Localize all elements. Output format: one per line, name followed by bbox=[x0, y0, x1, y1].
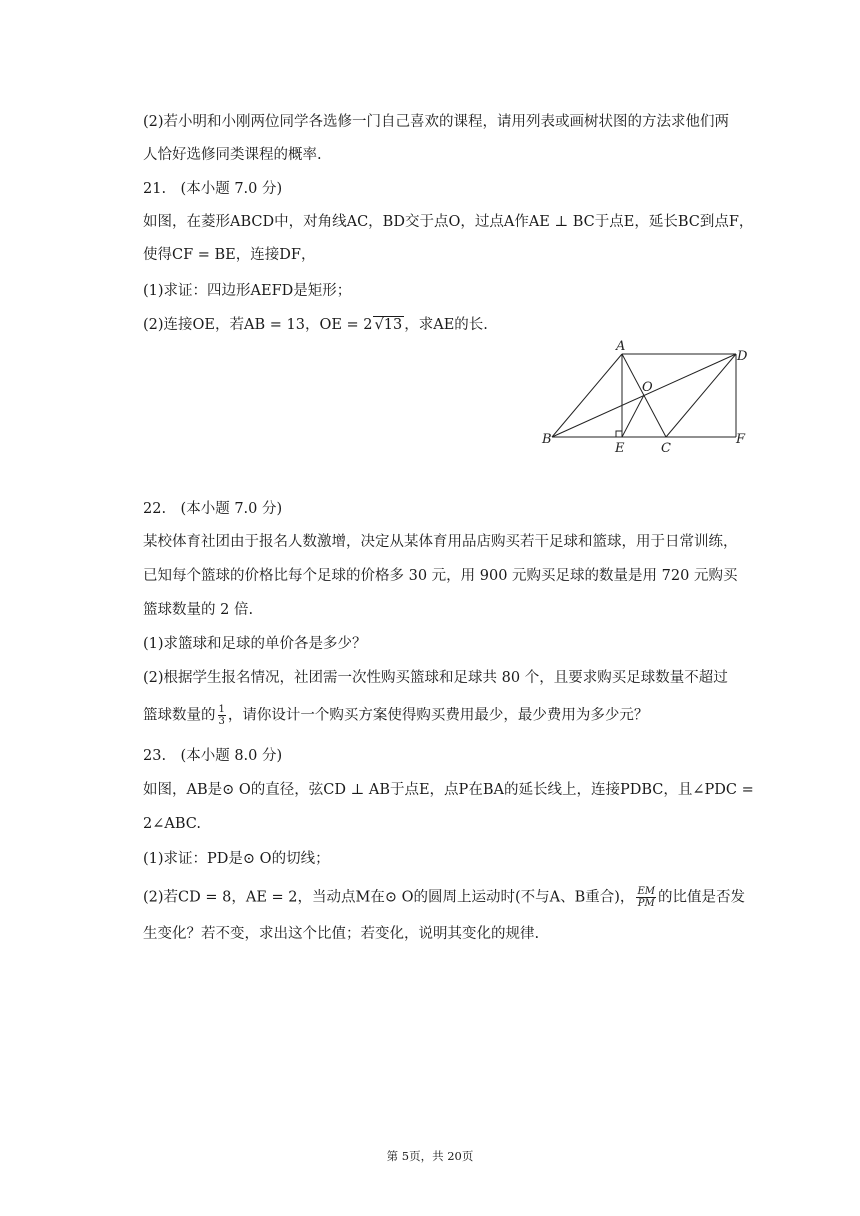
segment-cd bbox=[666, 354, 736, 437]
q22-stem-line1: 某校体育社团由于报名人数激增，决定从某体育用品店购买若干足球和篮球，用于日常训练， bbox=[143, 534, 738, 550]
label-f: F bbox=[736, 432, 746, 447]
segment-ab bbox=[552, 354, 622, 437]
q21-part2-post: ，求AE的长. bbox=[404, 317, 488, 333]
q21-header: 21. (本小题 7.0 分) bbox=[143, 181, 283, 197]
label-c: C bbox=[661, 441, 671, 456]
label-e: E bbox=[615, 441, 625, 456]
q21-stem-line2: 使得CF = BE，连接DF， bbox=[143, 247, 316, 263]
fraction-one-third bbox=[218, 704, 226, 727]
q22-part1: (1)求篮球和足球的单价各是多少？ bbox=[143, 636, 367, 652]
q23-part2-pre: (2)若CD = 8，AE = 2，当动点M在⊙ O的圆周上运动时(不与A、B重合)， bbox=[143, 889, 635, 906]
q23-part2-line1 bbox=[143, 886, 753, 909]
q23-part2-post: 的比值是否发 bbox=[657, 889, 745, 906]
q21-stem-line1: 如图，在菱形ABCD中，对角线AC，BD交于点O，过点A作AE ⊥ BC于点E，延长BC到点F， bbox=[143, 214, 754, 230]
fraction-em-pm bbox=[636, 886, 656, 909]
q20-part2-line2: 人恰好选修同类课程的概率. bbox=[143, 147, 322, 163]
sqrt-radicand: 13 bbox=[383, 317, 403, 333]
q23-stem-line2: 2∠ABC. bbox=[143, 816, 201, 832]
q20-part2-line1: (2)若小明和小刚两位同学各选修一门自己喜欢的课程，请用列表或画树状图的方法求他们两 bbox=[143, 114, 730, 130]
page-footer: 第 5页，共 20页 bbox=[386, 1149, 474, 1163]
q22-header: 22. (本小题 7.0 分) bbox=[143, 501, 283, 517]
fraction-numerator: 1 bbox=[218, 704, 225, 715]
q23-part2-line2: 生变化？若不变，求出这个比值；若变化，说明其变化的规律. bbox=[143, 926, 540, 942]
q23-part1: (1)求证：PD是⊙ O的切线； bbox=[143, 851, 330, 867]
q22-stem-line3: 篮球数量的 2 倍. bbox=[143, 602, 254, 618]
q23-header: 23. (本小题 8.0 分) bbox=[143, 748, 283, 764]
q23-stem-line1: 如图，AB是⊙ O的直径，弦CD ⊥ AB于点E，点P在BA的延长线上，连接PDBC，且∠PDC = bbox=[143, 782, 754, 798]
label-b: B bbox=[542, 432, 552, 447]
label-a: A bbox=[616, 339, 626, 354]
sqrt-13: √13 bbox=[374, 317, 403, 333]
q22-part2-line1: (2)根据学生报名情况，社团需一次性购买篮球和足球共 80 个，且要求购买足球数量不超过 bbox=[143, 670, 728, 686]
q22-part2-post: ，请你设计一个购买方案使得购买费用最少，最少费用为多少元？ bbox=[227, 707, 649, 724]
q22-stem-line2: 已知每个篮球的价格比每个足球的价格多 30 元，用 900 元购买足球的数量是用 720 元购买 bbox=[143, 568, 738, 584]
fraction-denominator: 3 bbox=[218, 716, 225, 727]
q22-part2-line2 bbox=[143, 704, 753, 727]
q21-part2-pre: (2)连接OE，若AB = 13，OE = 2 bbox=[143, 317, 373, 333]
q21-part2 bbox=[143, 315, 753, 335]
fraction-denominator: PM bbox=[637, 898, 655, 909]
rhombus-rectangle-figure bbox=[538, 336, 754, 458]
fraction-numerator: EM bbox=[637, 886, 655, 897]
q21-part1: (1)求证：四边形AEFD是矩形； bbox=[143, 283, 352, 299]
label-d: D bbox=[737, 349, 748, 364]
q22-part2-pre: 篮球数量的 bbox=[143, 707, 216, 724]
right-angle-mark bbox=[616, 431, 622, 437]
segment-oe bbox=[622, 395, 644, 437]
label-o: O bbox=[642, 380, 653, 395]
